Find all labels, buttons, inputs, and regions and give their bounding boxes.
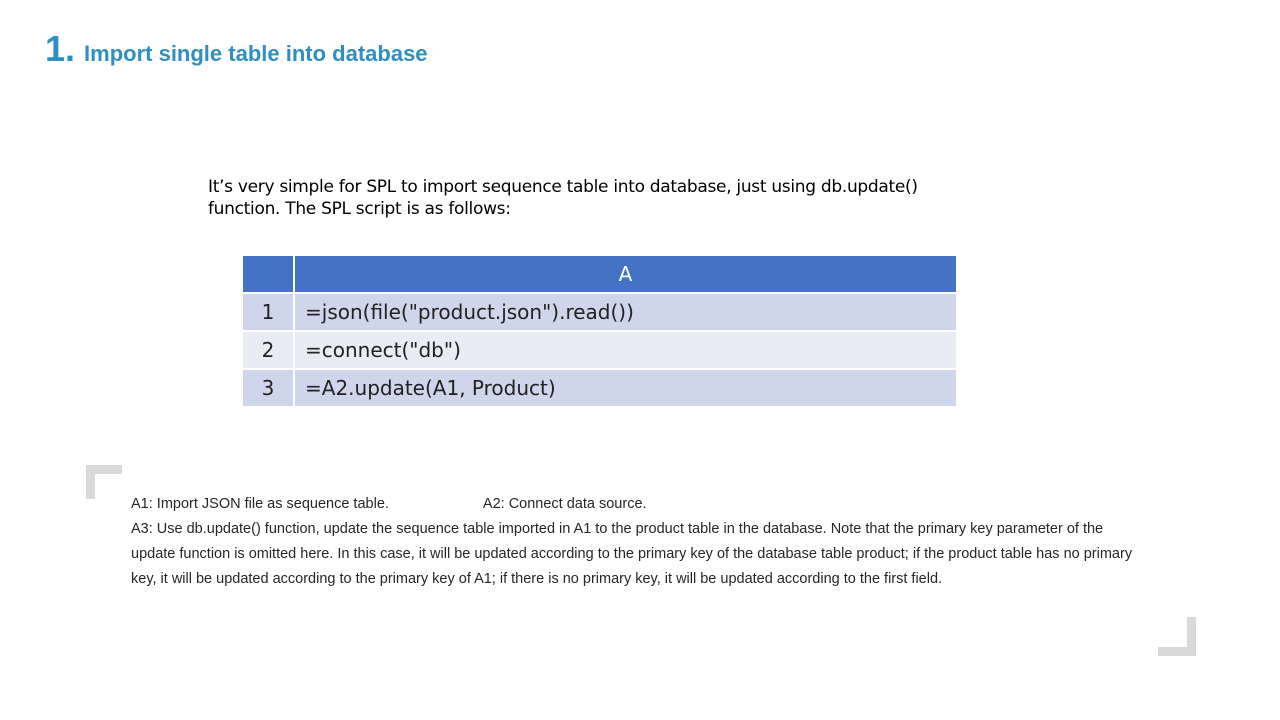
slide-title [45,28,428,70]
corner-mark-bar [1187,617,1196,656]
corner-mark-bottom-right [1158,617,1196,656]
row-code: =json(file("product.json").read()) [294,293,957,331]
notes-row-1 [131,492,1151,517]
note-a2: A2: Connect data source. [482,496,647,512]
notes-block [131,492,1151,592]
row-index: 2 [242,331,294,369]
header-index-cell [242,255,294,293]
table-row [242,369,957,407]
intro-line-1: It’s very simple for SPL to import sequence table into database, just using db.update() [208,177,918,197]
corner-mark-top-left [86,465,122,499]
row-index: 1 [242,293,294,331]
table-row [242,331,957,369]
row-code: =A2.update(A1, Product) [294,369,957,407]
corner-mark-bar [86,465,95,499]
title-text: Import single table into database [84,41,428,66]
header-column-a: A [294,255,957,293]
title-number: 1. [45,28,76,69]
intro-paragraph [208,176,1008,220]
row-index: 3 [242,369,294,407]
table-header-row [242,255,957,293]
note-a3: A3: Use db.update() function, update the sequence table imported in A1 to the product table in the database. Note that the primary key parameter of the update function is omitted here. In this case, it will be updated according to the primary key of the database table product; if the product table has no primary key, it will be updated according to the primary key of A1; if there is no primary key, it will be updated according to the first field. [131,521,1133,587]
row-code: =connect("db") [294,331,957,369]
spl-script-table [241,254,958,408]
intro-line-2: function. The SPL script is as follows: [208,199,511,219]
table-row [242,293,957,331]
note-a1: A1: Import JSON file as sequence table. [131,496,389,512]
